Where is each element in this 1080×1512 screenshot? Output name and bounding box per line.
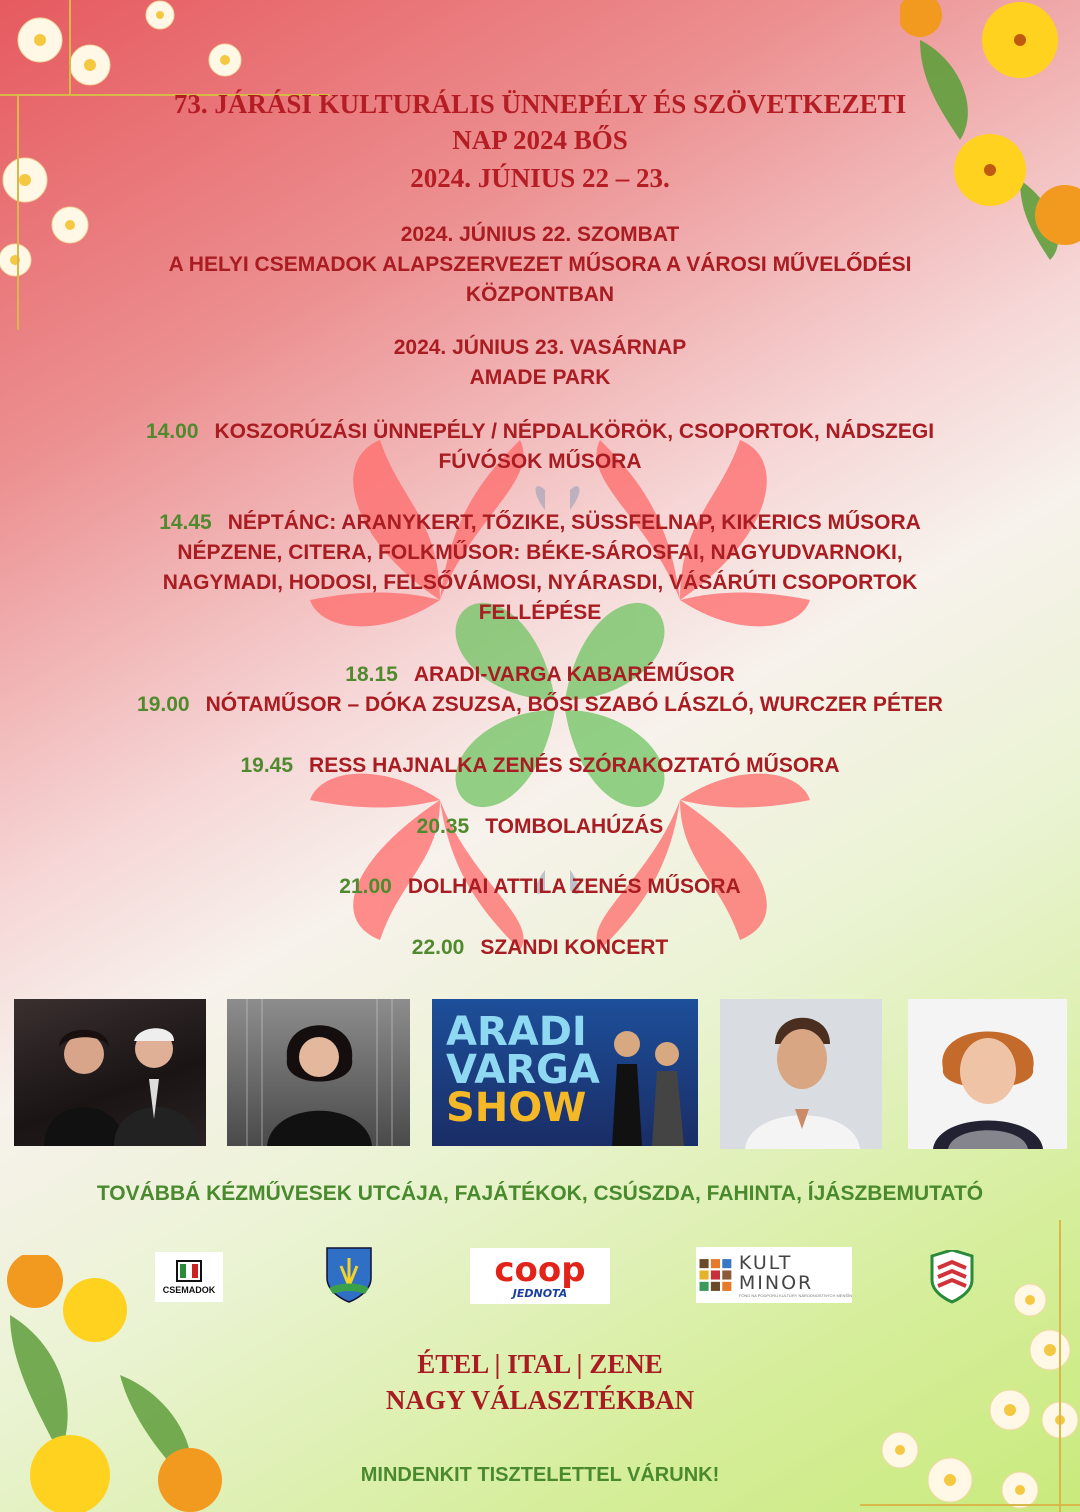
extras-text: TOVÁBBÁ KÉZMŰVESEK UTCÁJA, FAJÁTÉKOK, CSÚSZDA, FAHINTA, ÍJÁSZBEMUTATÓ <box>96 1182 984 1205</box>
schedule-text: RESS HAJNALKA ZENÉS SZÓRAKOZTATÓ MŰSORA <box>309 754 840 777</box>
schedule-text: NÉPTÁNC: ARANYKERT, TŐZIKE, SÜSSFELNAP, KIKERICS MŰSORA <box>227 511 921 534</box>
day1-program-line1: A HELYI CSEMADOK ALAPSZERVEZET MŰSORA A VÁROSI MŰVELŐDÉSI <box>168 253 912 276</box>
jednota-label: JEDNOTA <box>512 1286 568 1300</box>
poster-aradi-varga-show <box>432 999 698 1146</box>
schedule-time: 19.00 <box>137 693 190 716</box>
minor-label: MINOR <box>738 1271 814 1294</box>
day2-date: 2024. JÚNIUS 23. VASÁRNAP <box>393 336 687 359</box>
schedule-item <box>0 417 1080 447</box>
photo-duo-singers <box>14 999 206 1146</box>
welcome-text: MINDENKIT TISZTELETTEL VÁRUNK! <box>360 1464 720 1486</box>
schedule-item <box>0 751 1080 781</box>
kult-label: KULT <box>738 1251 793 1274</box>
schedule-text-cont: FÚVÓSOK MŰSORA <box>438 450 642 473</box>
schedule-time: 21.00 <box>339 875 392 898</box>
poster-title-line2: VARGA <box>446 1047 600 1093</box>
event-title-line2: NAP 2024 BŐS <box>452 125 628 155</box>
schedule-time: 14.00 <box>145 420 199 443</box>
schedule-time: 19.45 <box>240 754 294 777</box>
day2-venue: AMADE PARK <box>469 366 611 389</box>
schedule-text: ARADI-VARGA KABARÉMŰSOR <box>413 663 735 686</box>
schedule-text-cont: NAGYMADI, HODOSI, FELSŐVÁMOSI, NYÁRASDI, VÁSÁRÚTI CSOPORTOK <box>162 571 918 594</box>
csemadok-emblem-icon <box>173 1259 205 1285</box>
poster-title-line3: SHOW <box>446 1085 587 1131</box>
schedule-time: 20.35 <box>416 815 470 838</box>
schedule-time: 22.00 <box>411 936 465 959</box>
photo-male-singer <box>720 999 882 1149</box>
schedule-text: DOLHAI ATTILA ZENÉS MŰSORA <box>407 875 741 898</box>
bos-coat-of-arms <box>325 1246 373 1304</box>
csemadok-label: CSEMADOK <box>162 1285 216 1295</box>
schedule-time: 18.15 <box>345 663 398 686</box>
photo-female-performer <box>908 999 1067 1149</box>
schedule-item <box>0 812 1080 842</box>
kult-minor-logo <box>696 1247 852 1303</box>
wide-selection: NAGY VÁLASZTÉKBAN <box>385 1385 695 1415</box>
cooperative-shield-logo <box>930 1250 974 1304</box>
food-drink-music: ÉTEL | ITAL | ZENE <box>417 1349 663 1379</box>
schedule-item <box>0 872 1080 902</box>
schedule-item <box>0 690 1080 720</box>
kult-minor-subtitle: FOND NA PODPORU KULTÚRY NÁRODNOSTNÝCH MENŠÍN <box>738 1292 852 1298</box>
day1-date: 2024. JÚNIUS 22. SZOMBAT <box>400 223 680 246</box>
schedule-text-cont: FELLÉPÉSE <box>478 601 602 624</box>
photo-female-singer <box>227 999 410 1146</box>
coop-label: coop <box>494 1249 586 1290</box>
schedule-item <box>0 933 1080 963</box>
kult-minor-pattern-icon <box>698 1252 733 1298</box>
csemadok-logo <box>155 1252 223 1302</box>
schedule-text: KOSZORÚZÁSI ÜNNEPÉLY / NÉPDALKÖRÖK, CSOPORTOK, NÁDSZEGI <box>214 420 935 443</box>
poster-title-line1: ARADI <box>446 1009 587 1055</box>
event-title-line1: 73. JÁRÁSI KULTURÁLIS ÜNNEPÉLY ÉS SZÖVETKEZETI <box>173 89 907 119</box>
schedule-item <box>0 660 1080 690</box>
schedule-text: TOMBOLAHÚZÁS <box>485 815 664 838</box>
schedule-text: NÓTAMŰSOR – DÓKA ZSUZSA, BŐSI SZABÓ LÁSZLÓ, WURCZER PÉTER <box>205 693 943 716</box>
event-dates: 2024. JÚNIUS 22 – 23. <box>410 163 670 193</box>
schedule-text-cont: NÉPZENE, CITERA, FOLKMŰSOR: BÉKE-SÁROSFAI, NAGYUDVARNOKI, <box>177 541 903 564</box>
schedule-text: SZANDI KONCERT <box>480 936 669 959</box>
day1-program-line2: KÖZPONTBAN <box>465 283 615 306</box>
schedule-item <box>0 508 1080 538</box>
schedule-time: 14.45 <box>159 511 212 534</box>
coop-jednota-logo <box>470 1248 610 1304</box>
